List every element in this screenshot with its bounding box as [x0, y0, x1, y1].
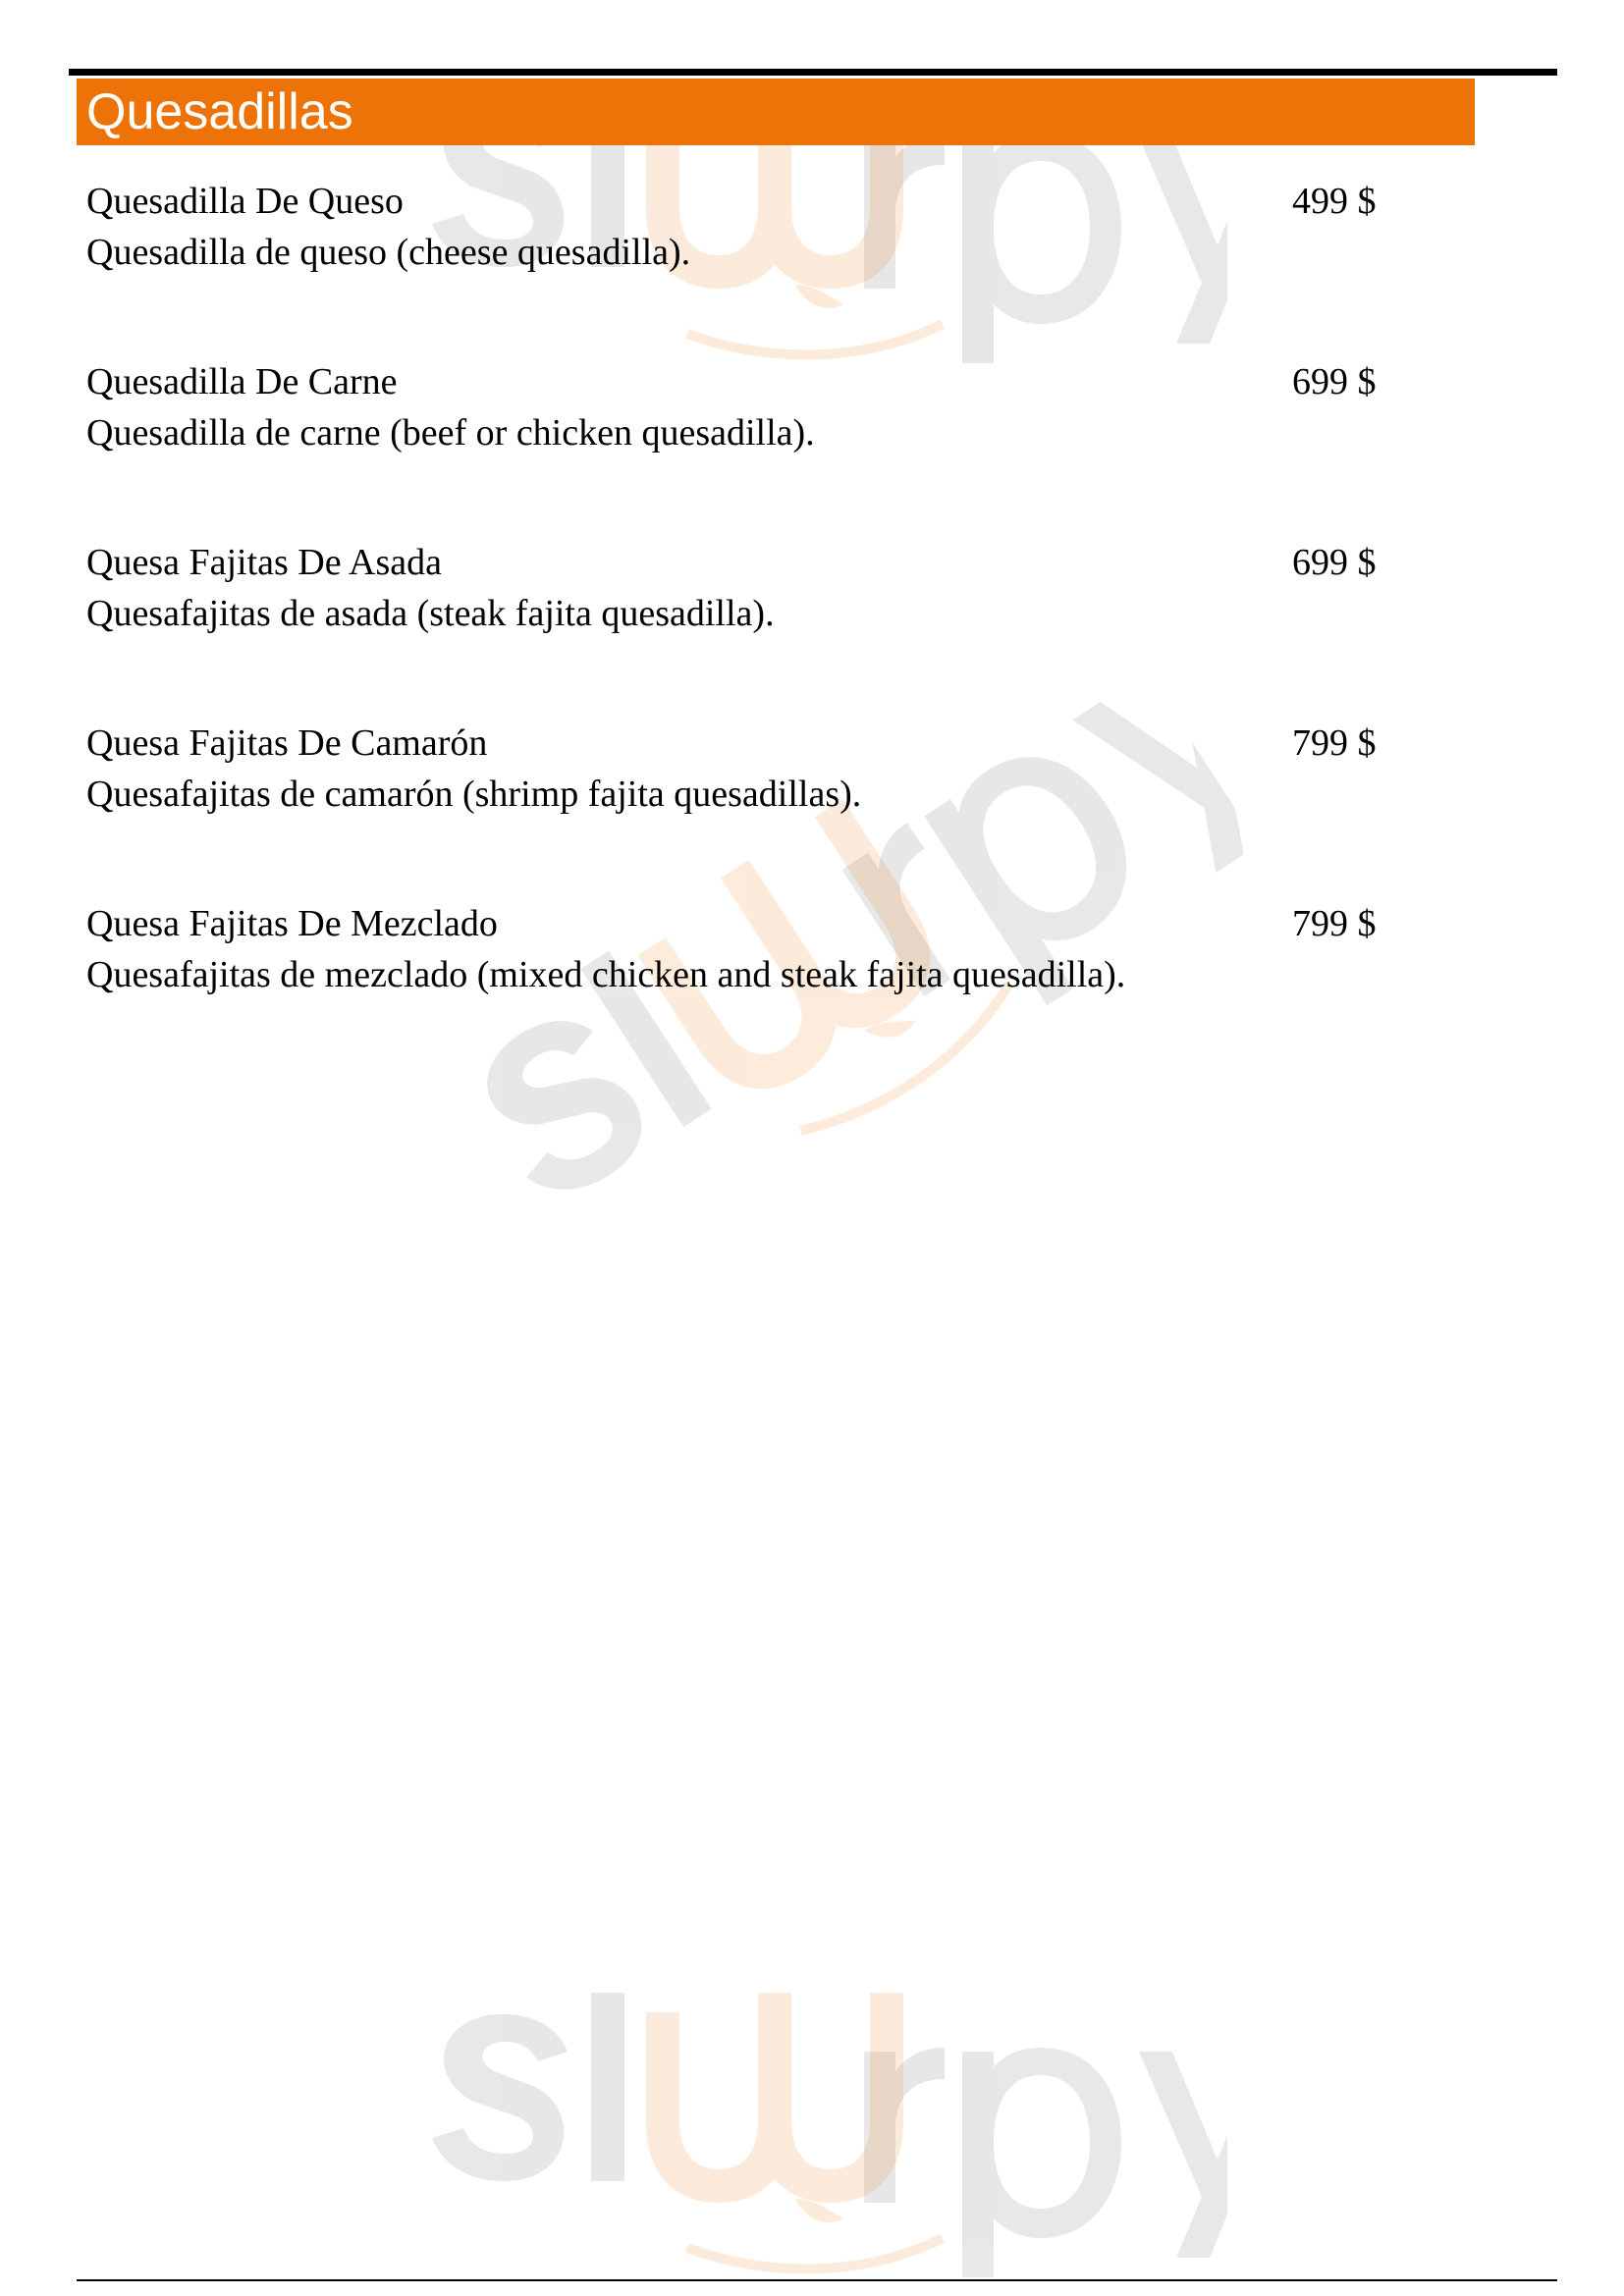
menu-item	[86, 538, 1402, 719]
menu-list	[86, 177, 1402, 1080]
item-price: 799 $	[1292, 722, 1377, 764]
sluurpy-watermark-logo-bottom	[412, 1953, 1227, 2277]
item-name: Quesa Fajitas De Asada	[86, 542, 442, 583]
menu-item	[86, 899, 1402, 1080]
item-name: Quesadilla De Carne	[86, 361, 398, 402]
item-description: Quesadilla de queso (cheese quesadilla).	[86, 232, 691, 273]
item-name: Quesa Fajitas De Camarón	[86, 722, 488, 764]
item-description: Quesafajitas de mezclado (mixed chicken and steak fajita quesadilla).	[86, 954, 1126, 995]
item-price: 499 $	[1292, 181, 1377, 222]
bottom-divider	[77, 2279, 1557, 2281]
item-price: 699 $	[1292, 361, 1377, 402]
item-price: 799 $	[1292, 903, 1377, 944]
menu-item	[86, 357, 1402, 538]
item-price: 699 $	[1292, 542, 1377, 583]
item-description: Quesafajitas de camarón (shrimp fajita quesadillas).	[86, 774, 862, 815]
menu-item	[86, 719, 1402, 899]
item-description: Quesadilla de carne (beef or chicken quesadilla).	[86, 412, 815, 454]
item-name: Quesa Fajitas De Mezclado	[86, 903, 498, 944]
item-name: Quesadilla De Queso	[86, 181, 404, 222]
section-title: Quesadillas	[86, 83, 353, 140]
section-header	[77, 79, 1475, 145]
menu-item	[86, 177, 1402, 357]
top-divider	[69, 69, 1557, 76]
item-description: Quesafajitas de asada (steak fajita quesadilla).	[86, 593, 775, 634]
